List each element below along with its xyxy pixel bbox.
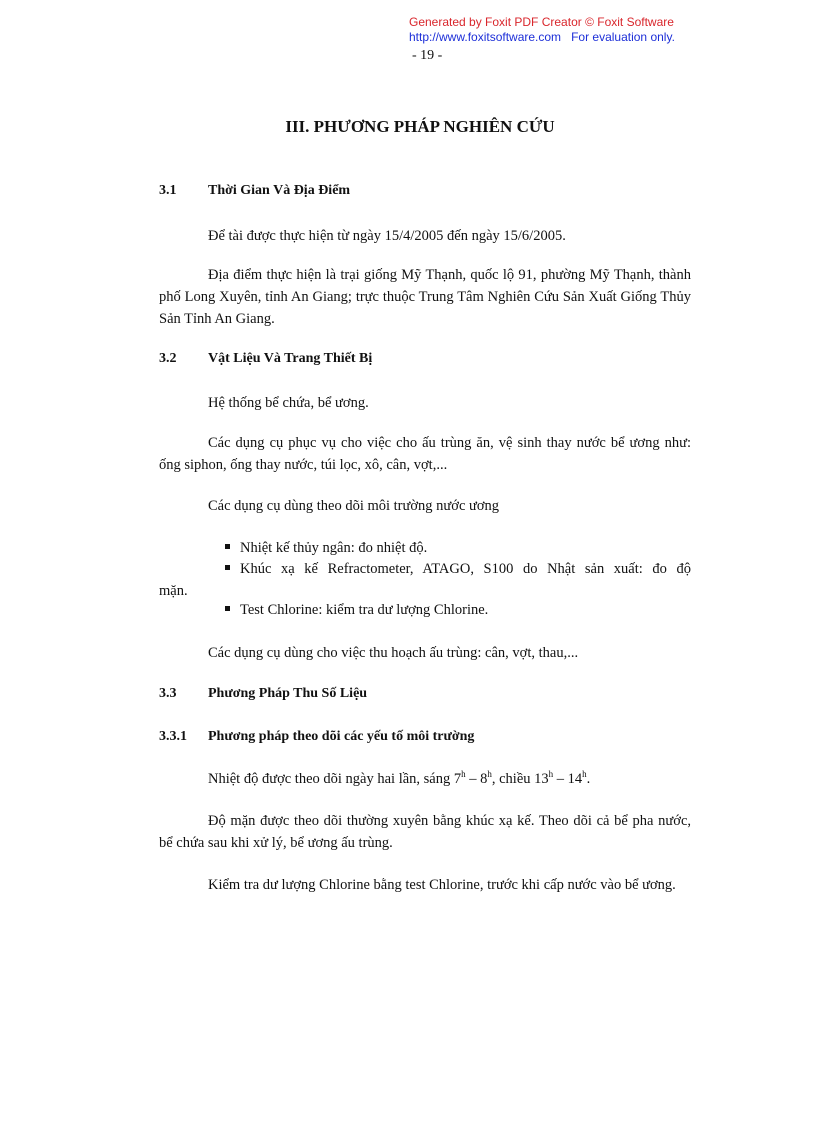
section-number: 3.2 bbox=[159, 351, 177, 366]
paragraph: Hệ thống bể chứa, bể ương. bbox=[208, 395, 369, 411]
paragraph: Các dụng cụ phục vụ cho việc cho ấu trùng ăn, vệ sinh thay nước bể ương như: ống siphon, ống thay nước, túi lọc, xô, cân, vợt,... bbox=[159, 435, 691, 473]
paragraph: Các dụng cụ dùng theo dõi môi trường nước ương bbox=[208, 498, 500, 514]
foxit-watermark bbox=[409, 15, 675, 45]
bullet-square-icon bbox=[225, 544, 230, 549]
bullet-square-icon bbox=[225, 565, 230, 570]
section-heading-3-1 bbox=[159, 183, 350, 199]
paragraph: Để tài được thực hiện từ ngày 15/4/2005 đến ngày 15/6/2005. bbox=[208, 228, 566, 244]
section-heading-3-3-1 bbox=[159, 729, 474, 745]
section-number: 3.3.1 bbox=[159, 729, 187, 744]
page-number: - 19 - bbox=[412, 48, 443, 63]
list-item: Nhiệt kế thủy ngân: đo nhiệt độ. bbox=[225, 537, 427, 559]
section-number: 3.3 bbox=[159, 686, 177, 701]
bullet-square-icon bbox=[225, 606, 230, 611]
list-item: Khúc xạ kế Refractometer, ATAGO, S100 do Nhật sản xuất: đo độ mặn. bbox=[159, 561, 691, 599]
paragraph: Nhiệt độ được theo dõi ngày hai lần, sáng 7$^h$ – 8$^h$, chiều 13$^h$ – 14$^h$. bbox=[208, 769, 591, 787]
paragraph: Kiểm tra dư lượng Chlorine bằng test Chlorine, trước khi cấp nước vào bể ương. bbox=[208, 877, 676, 893]
paragraph: Độ mặn được theo dõi thường xuyên bằng khúc xạ kế. Theo dõi cả bể pha nước, bể chứa sau khi xử lý, bể ương ấu trùng. bbox=[159, 813, 691, 851]
section-title: Phương pháp theo dõi các yếu tố môi trường bbox=[208, 729, 475, 744]
section-heading-3-2 bbox=[159, 351, 372, 367]
section-title: Thời Gian Và Địa Điểm bbox=[208, 183, 351, 198]
watermark-line1: Generated by Foxit PDF Creator © Foxit Software bbox=[409, 15, 674, 29]
chapter-title: III. PHƯƠNG PHÁP NGHIÊN CỨU bbox=[285, 117, 555, 136]
section-number: 3.1 bbox=[159, 183, 177, 198]
watermark-note: For evaluation only. bbox=[571, 30, 675, 44]
list-item: Test Chlorine: kiểm tra dư lượng Chlorine. bbox=[225, 599, 488, 621]
section-title: Vật Liệu Và Trang Thiết Bị bbox=[208, 351, 373, 366]
section-title: Phương Pháp Thu Số Liệu bbox=[208, 686, 368, 701]
paragraph: Các dụng cụ dùng cho việc thu hoạch ấu trùng: cân, vợt, thau,... bbox=[208, 645, 579, 661]
section-heading-3-3 bbox=[159, 686, 367, 702]
watermark-line2 bbox=[409, 30, 675, 45]
watermark-url[interactable]: http://www.foxitsoftware.com bbox=[409, 30, 562, 44]
paragraph: Địa điểm thực hiện là trại giống Mỹ Thạnh, quốc lộ 91, phường Mỹ Thạnh, thành phố Long Xuyên, tỉnh An Giang; trực thuộc Trung Tâm Nghiên Cứu Sản Xuất Giống Thủy Sản Tỉnh An Giang. bbox=[159, 267, 691, 327]
